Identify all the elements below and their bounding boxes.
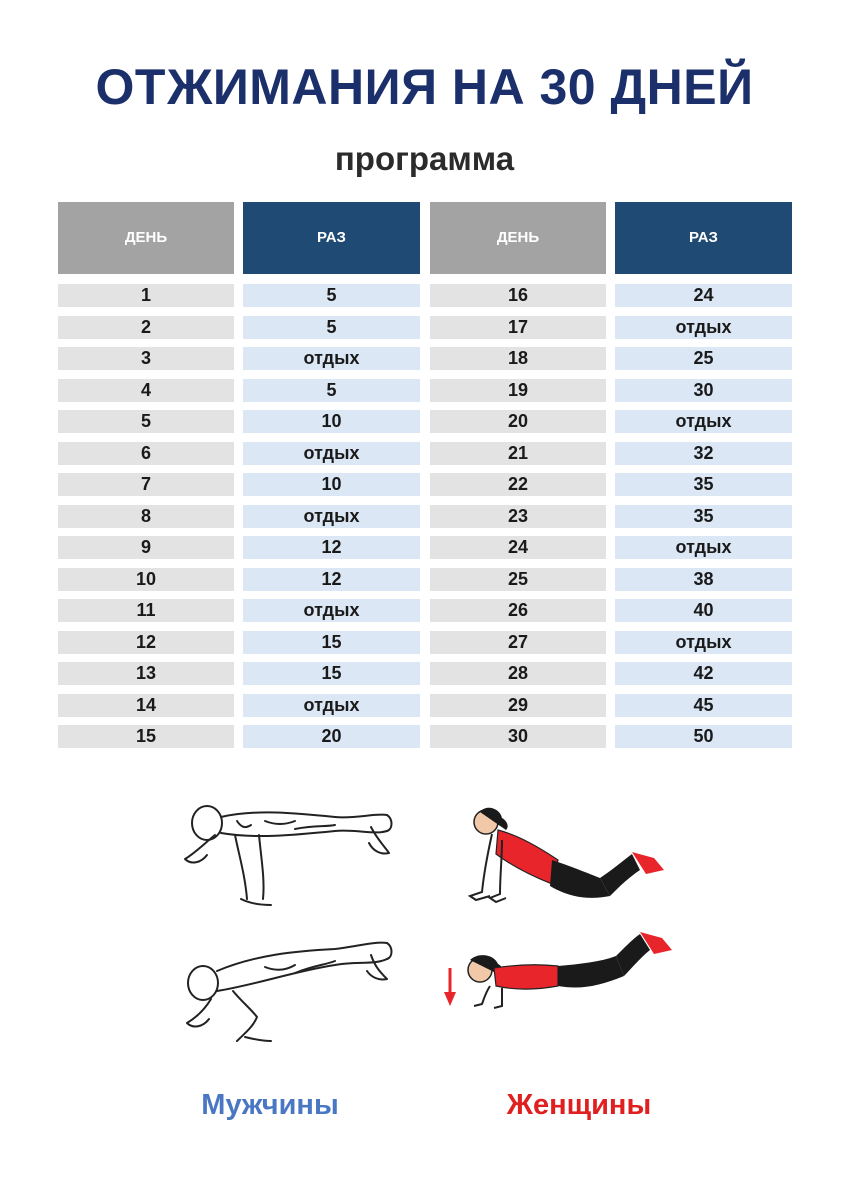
- reps-cell: отдых: [615, 410, 792, 433]
- day-cell: 18: [430, 347, 606, 370]
- men-label: Мужчины: [201, 1089, 339, 1121]
- reps-cell: 15: [243, 631, 420, 654]
- reps-cell: 10: [243, 410, 420, 433]
- day-cell: 13: [58, 662, 234, 685]
- day-cell: 21: [430, 442, 606, 465]
- page-title: ОТЖИМАНИЯ НА 30 ДНЕЙ: [95, 59, 754, 115]
- man-pushup-illustration: [175, 795, 405, 1060]
- women-label: Женщины: [506, 1089, 652, 1121]
- day-cell: 19: [430, 379, 606, 402]
- day-cell: 5: [58, 410, 234, 433]
- reps-cell: 35: [615, 473, 792, 496]
- day-cell: 9: [58, 536, 234, 559]
- woman-knee-pushup-illustration: [440, 800, 680, 1015]
- reps-cell: 20: [243, 725, 420, 748]
- day-cell: 8: [58, 505, 234, 528]
- reps-cell: 12: [243, 536, 420, 559]
- day-cell: 26: [430, 599, 606, 622]
- day-cell: 15: [58, 725, 234, 748]
- reps-cell: отдых: [243, 505, 420, 528]
- reps-cell: отдых: [615, 631, 792, 654]
- day-cell: 1: [58, 284, 234, 307]
- reps-cell: 42: [615, 662, 792, 685]
- reps-cell: отдых: [243, 442, 420, 465]
- reps-cell: 5: [243, 379, 420, 402]
- day-cell: 4: [58, 379, 234, 402]
- reps-cell: отдых: [615, 316, 792, 339]
- day-cell: 22: [430, 473, 606, 496]
- reps-cell: 32: [615, 442, 792, 465]
- reps-cell: 30: [615, 379, 792, 402]
- reps-cell: 10: [243, 473, 420, 496]
- header-reps-2: РАЗ: [615, 202, 792, 274]
- day-cell: 28: [430, 662, 606, 685]
- reps-cell: отдых: [243, 347, 420, 370]
- day-cell: 27: [430, 631, 606, 654]
- day-cell: 17: [430, 316, 606, 339]
- day-cell: 6: [58, 442, 234, 465]
- reps-cell: 5: [243, 284, 420, 307]
- day-cell: 11: [58, 599, 234, 622]
- day-cell: 29: [430, 694, 606, 717]
- reps-cell: 12: [243, 568, 420, 591]
- day-cell: 3: [58, 347, 234, 370]
- day-cell: 7: [58, 473, 234, 496]
- reps-cell: 35: [615, 505, 792, 528]
- day-cell: 12: [58, 631, 234, 654]
- header-day-2: ДЕНЬ: [430, 202, 606, 274]
- reps-cell: отдых: [243, 694, 420, 717]
- header-reps-1: РАЗ: [243, 202, 420, 274]
- reps-cell: 5: [243, 316, 420, 339]
- reps-cell: 50: [615, 725, 792, 748]
- reps-cell: отдых: [243, 599, 420, 622]
- reps-cell: 45: [615, 694, 792, 717]
- day-cell: 16: [430, 284, 606, 307]
- day-cell: 24: [430, 536, 606, 559]
- reps-cell: отдых: [615, 536, 792, 559]
- day-cell: 25: [430, 568, 606, 591]
- day-cell: 30: [430, 725, 606, 748]
- day-cell: 14: [58, 694, 234, 717]
- page-subtitle: программа: [334, 140, 515, 177]
- reps-cell: 38: [615, 568, 792, 591]
- day-cell: 2: [58, 316, 234, 339]
- reps-cell: 24: [615, 284, 792, 307]
- day-cell: 23: [430, 505, 606, 528]
- day-cell: 10: [58, 568, 234, 591]
- day-cell: 20: [430, 410, 606, 433]
- reps-cell: 15: [243, 662, 420, 685]
- reps-cell: 40: [615, 599, 792, 622]
- reps-cell: 25: [615, 347, 792, 370]
- header-day-1: ДЕНЬ: [58, 202, 234, 274]
